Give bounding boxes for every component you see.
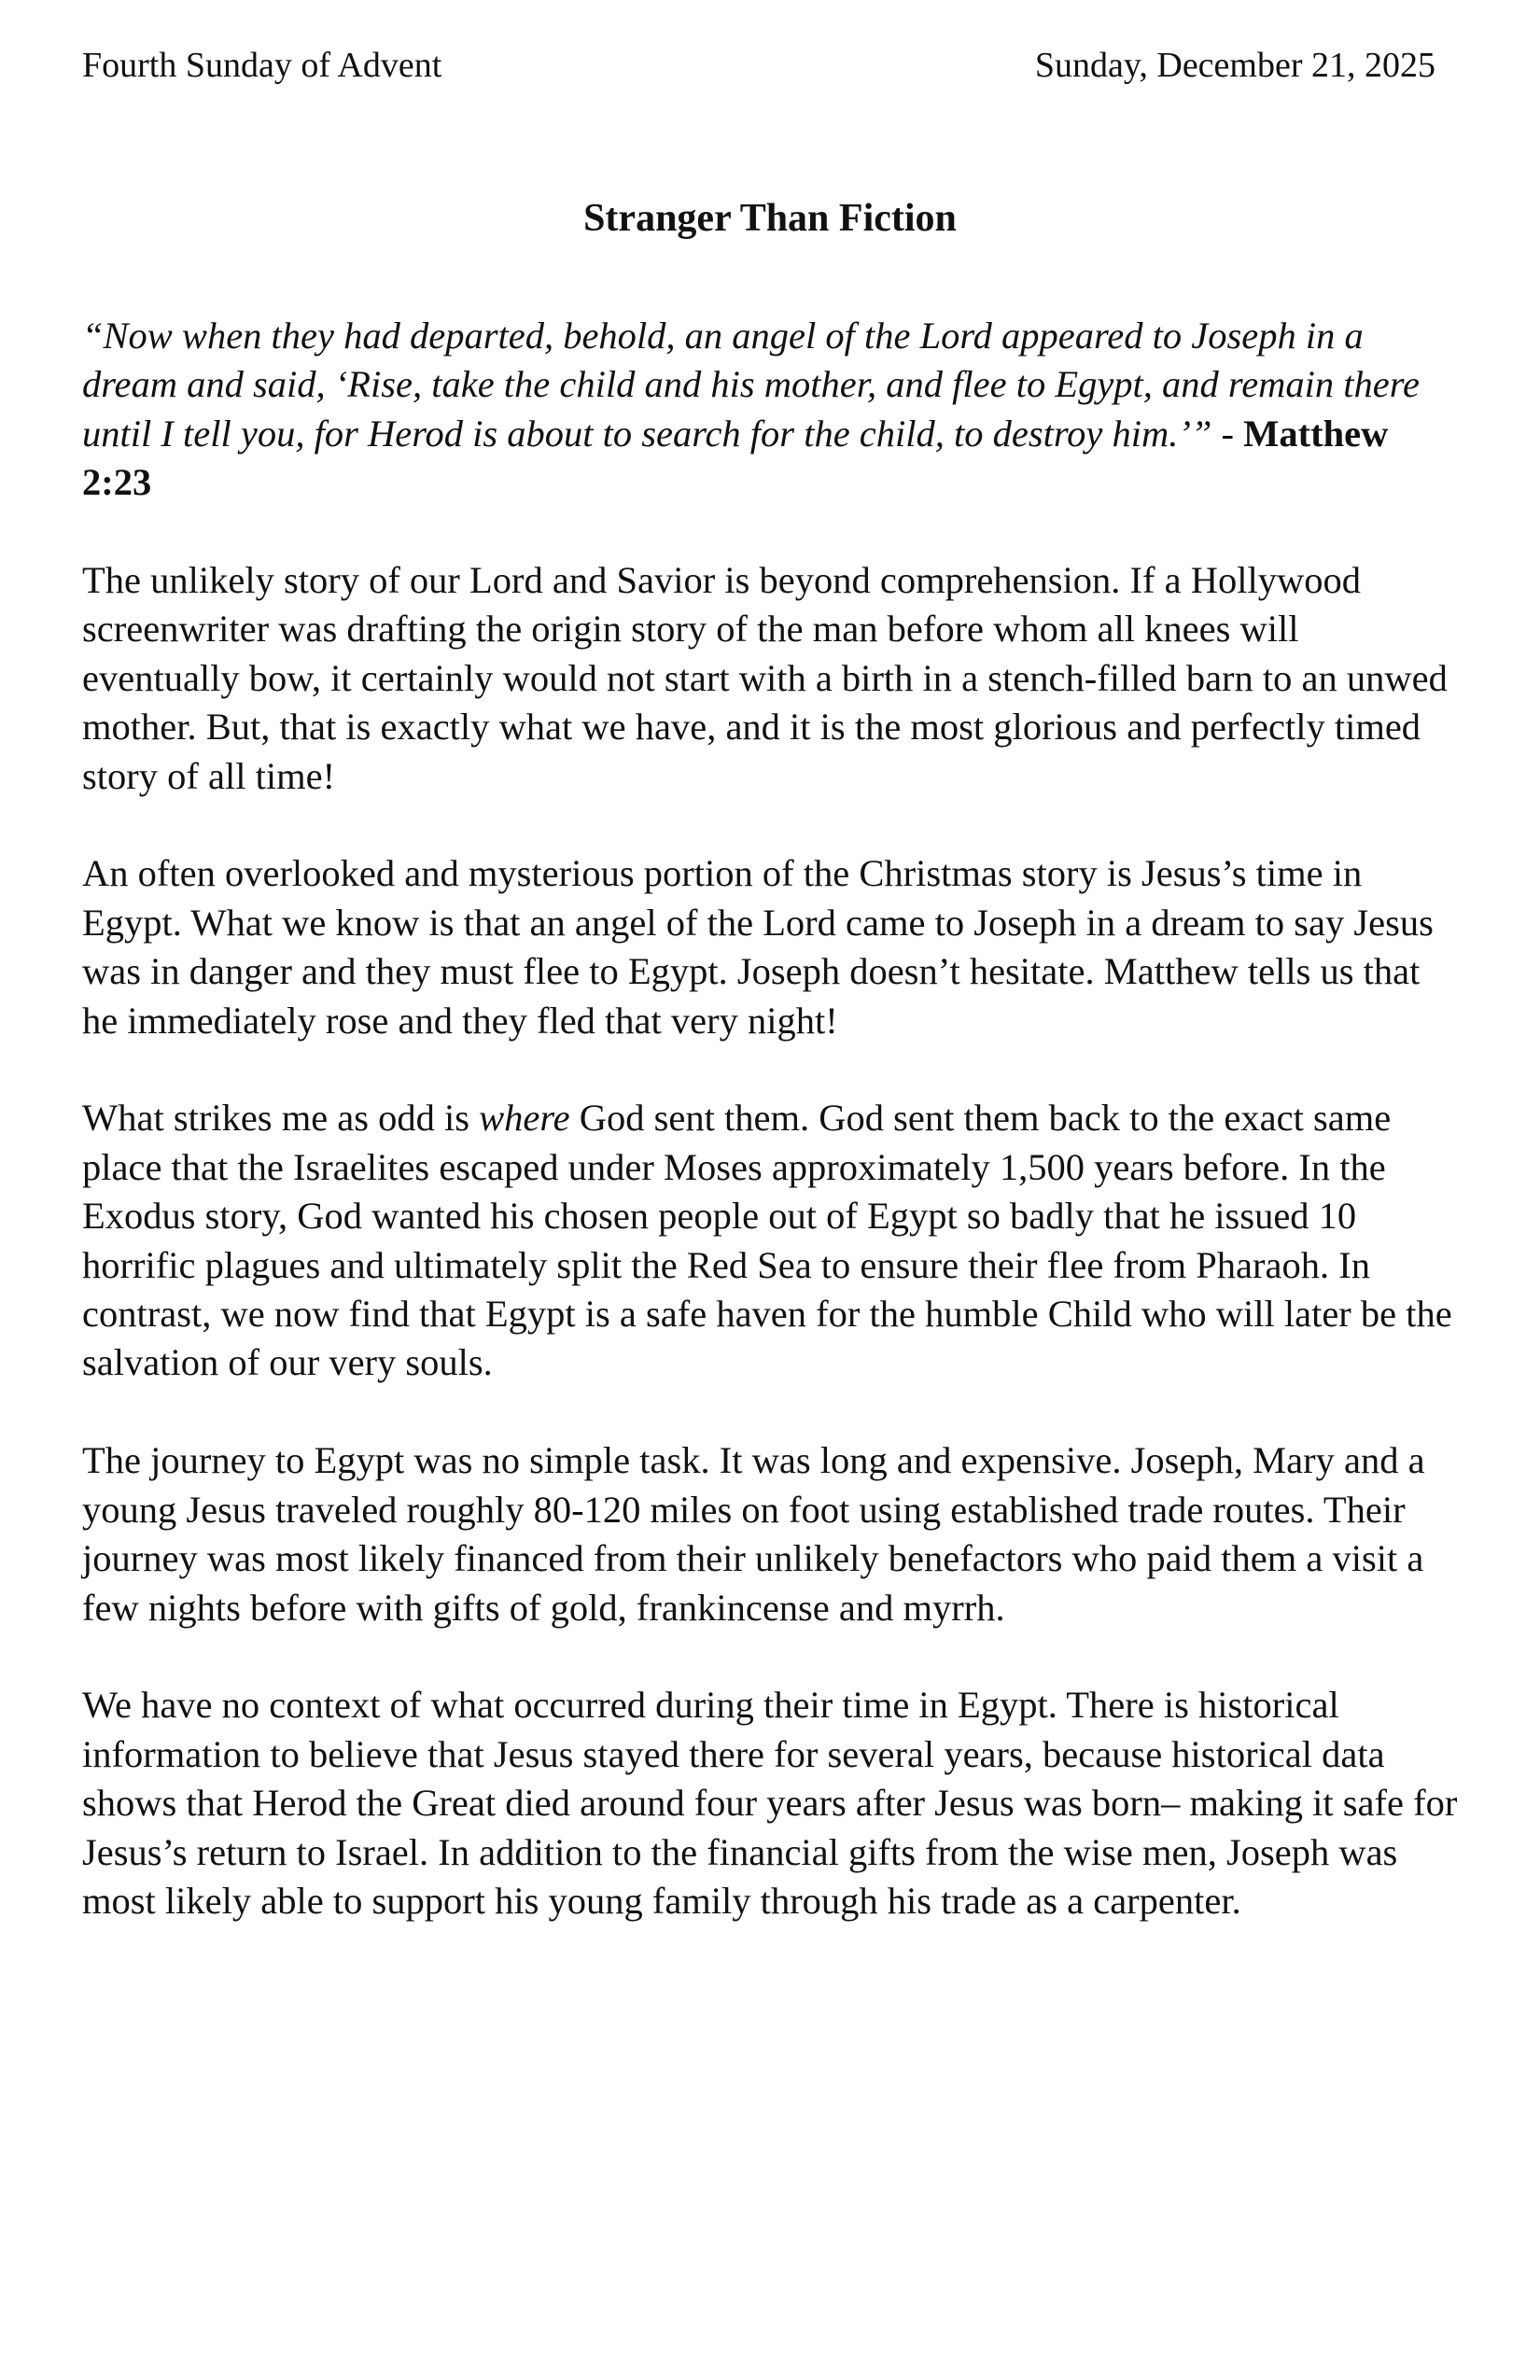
paragraph-3	[82, 1094, 1463, 1387]
header-occasion: Fourth Sunday of Advent	[82, 46, 442, 85]
paragraph-5: We have no context of what occurred during their time in Egypt. There is historical information to believe that Jesus stayed there for several years, because historical data shows that Herod the Great died around four years after Jesus was born– making it safe for Jesus’s return to Israel. In addition to the financial gifts from the wise men, Joseph was most likely able to support his young family through his trade as a carpenter.	[82, 1684, 1458, 1922]
quote-separator: -	[1211, 412, 1244, 455]
paragraph-2: An often overlooked and mysterious portion of the Christmas story is Jesus’s time in Egypt. What we know is that an angel of the Lord came to Joseph in a dream to say Jesus was in danger and they must flee to Egypt. Joseph doesn’t hesitate. Matthew tells us that he immediately rose and they fled that very night!	[82, 852, 1434, 1042]
paragraph-3-start: What strikes me as odd is	[82, 1097, 480, 1140]
paragraph-1: The unlikely story of our Lord and Savior is beyond comprehension. If a Hollywood screenwriter was drafting the origin story of the man before whom all knees will eventually bow, it certainly would not start with a birth in a stench-filled barn to an unwed mother. But, that is exactly what we have, and it is the most glorious and perfectly timed story of all time!	[82, 559, 1448, 797]
page-header	[82, 41, 1435, 90]
quote-text: “Now when they had departed, behold, an angel of the Lord appeared to Joseph in a dream and said, ‘Rise, take the child and his mother, and flee to Egypt, and remain there until I tell you, for Herod is about to search for the child, to destroy him.’”	[82, 315, 1421, 455]
scripture-quote	[82, 312, 1463, 508]
paragraph-3-emphasis: where	[479, 1097, 570, 1140]
paragraph-3-end: God sent them. God sent them back to the exact same place that the Israelites escaped under Moses approximately 1,500 years before. In the Exodus story, God wanted his chosen people out of Egypt so badly that he issued 10 horrific plagues and ultimately split the Red Sea to ensure their flee from Pharaoh. In contrast, we now find that Egypt is a safe haven for the humble Child who will later be the salvation of our very souls.	[82, 1097, 1452, 1384]
header-date: Sunday, December 21, 2025	[1034, 46, 1435, 85]
quote-reference: Matthew 2:23	[82, 412, 1389, 504]
paragraph-4: The journey to Egypt was no simple task. It was long and expensive. Joseph, Mary and a young Jesus traveled roughly 80-120 miles on foot using established trade routes. Their journey was most likely financed from their unlikely benefactors who paid them a visit a few nights before with gifts of gold, frankincense and myrrh.	[82, 1439, 1425, 1629]
page-title: Stranger Than Fiction	[583, 197, 957, 240]
document-body	[82, 312, 1463, 1975]
